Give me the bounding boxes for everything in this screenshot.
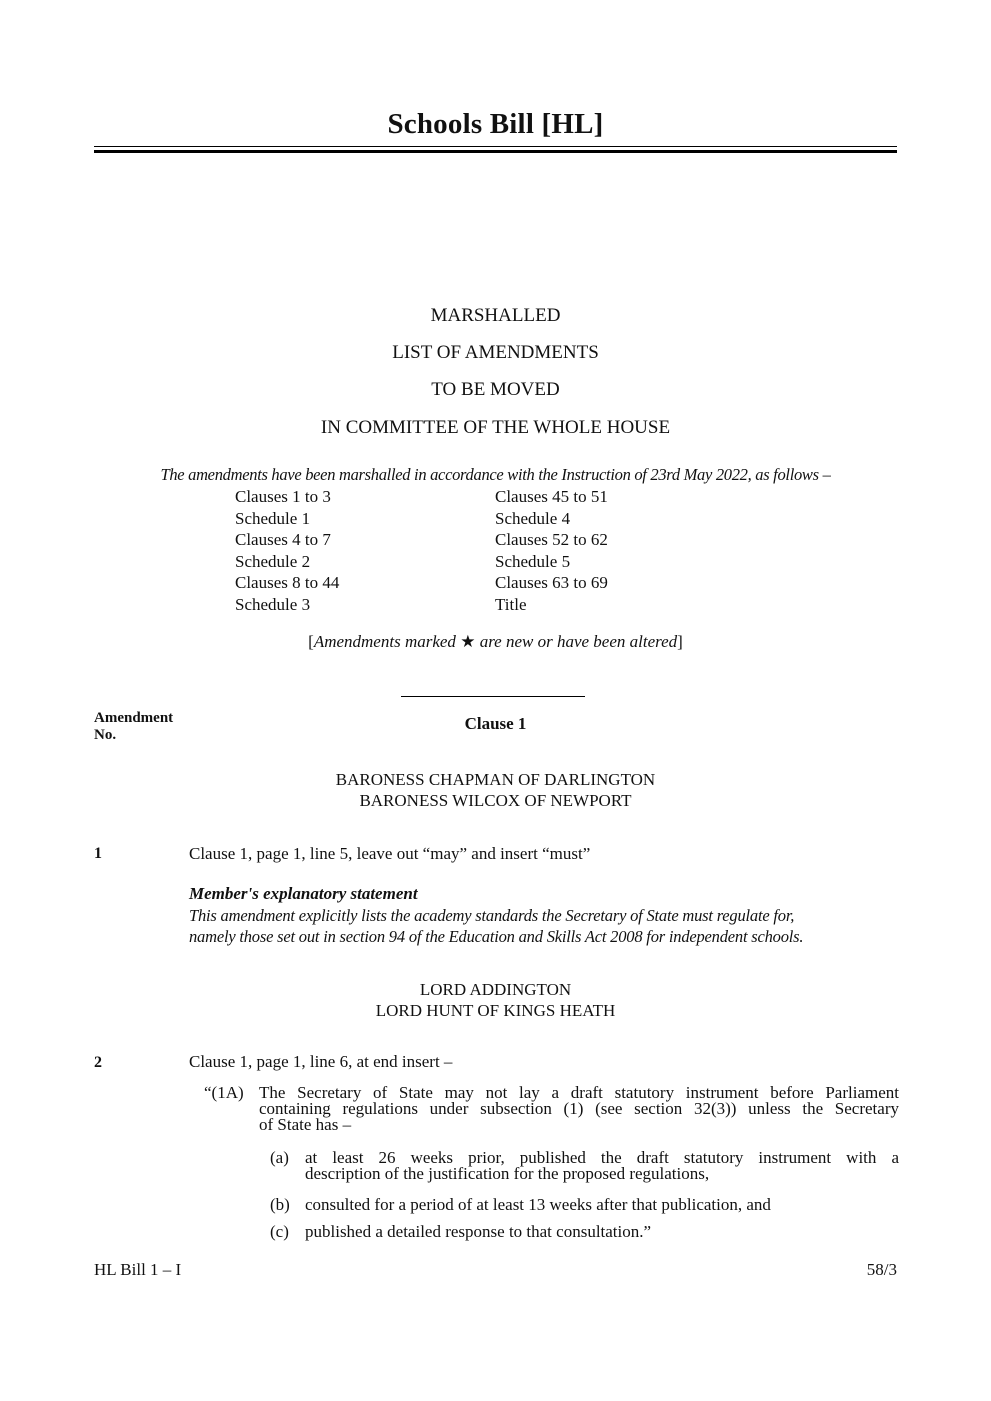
title-rule-thick [94, 150, 897, 153]
order-item: Clauses 4 to 7 [235, 530, 331, 550]
print-reference: 58/3 [866, 1260, 897, 1279]
title-rule-thin [94, 146, 897, 147]
amendment-text: Clause 1, page 1, line 5, leave out “may” and insert “must” [189, 844, 591, 863]
heading-line-2: LIST OF AMENDMENTS [392, 342, 599, 363]
order-list-right [495, 486, 608, 616]
paragraph-label: (a) [270, 1148, 289, 1167]
member-name: BARONESS WILCOX OF NEWPORT [359, 791, 632, 810]
inserted-subsection-text: The Secretary of State may not lay a draft statutory instrument before Parliament containing regulations under subsection (1) (see section 32(3)) unless the Secretary of State has – [259, 1083, 899, 1134]
explanatory-statement-text: This amendment explicitly lists the academy standards the Secretary of State must regulate for, namely those set out in section 94 of the Education and Skills Act 2008 for independent schools. [189, 906, 804, 946]
heading-line-3: TO BE MOVED [431, 379, 560, 400]
order-item: Schedule 1 [235, 508, 311, 528]
bill-title: Schools Bill [HL] [387, 108, 604, 140]
amendment-number: 1 [94, 845, 102, 862]
paragraph-label: (c) [270, 1222, 289, 1241]
clause-heading: Clause 1 [464, 714, 527, 733]
amendment-1-members [0, 769, 991, 811]
paragraph-text: consulted for a period of at least 13 weeks after that publication, and [305, 1195, 771, 1214]
heading-line-1: MARSHALLED [430, 305, 561, 326]
amendment-number-label: Amendment No. [94, 710, 174, 743]
heading-line-4: IN COMMITTEE OF THE WHOLE HOUSE [320, 417, 671, 438]
paragraph-text: at least 26 weeks prior, published the draft statutory instrument with a description of the justification for the proposed regulations, [305, 1148, 899, 1183]
order-list-left [235, 486, 339, 616]
member-name: LORD HUNT OF KINGS HEATH [375, 1001, 616, 1020]
amendment-text: Clause 1, page 1, line 6, at end insert – [189, 1052, 453, 1071]
paragraph-text: published a detailed response to that consultation.” [305, 1222, 652, 1241]
altered-amendments-note: [Amendments marked ★ are new or have been altered] [308, 632, 683, 651]
inserted-subsection-label: “(1A) [204, 1083, 244, 1102]
amendment-number: 2 [94, 1054, 102, 1071]
order-item: Clauses 8 to 44 [235, 573, 340, 593]
order-item: Schedule 4 [495, 508, 571, 528]
order-item: Clauses 45 to 51 [495, 487, 608, 506]
star-icon: ★ [460, 632, 476, 651]
order-item: Schedule 5 [495, 551, 571, 571]
paragraph-label: (b) [270, 1195, 290, 1214]
order-item: Title [495, 594, 527, 614]
bill-reference: HL Bill 1 – I [94, 1260, 182, 1279]
section-divider [401, 696, 585, 697]
amendment-2-members [0, 979, 991, 1021]
explanatory-statement-heading: Member's explanatory statement [189, 884, 418, 903]
order-item: Clauses 1 to 3 [235, 487, 331, 506]
order-item: Schedule 3 [235, 594, 311, 614]
marshalling-instruction: The amendments have been marshalled in accordance with the Instruction of 23rd May 2022, as follows – [160, 465, 831, 484]
member-name: BARONESS CHAPMAN OF DARLINGTON [335, 770, 656, 789]
member-name: LORD ADDINGTON [419, 980, 572, 999]
order-item: Clauses 52 to 62 [495, 530, 608, 550]
order-item: Schedule 2 [235, 551, 311, 571]
order-item: Clauses 63 to 69 [495, 573, 608, 593]
